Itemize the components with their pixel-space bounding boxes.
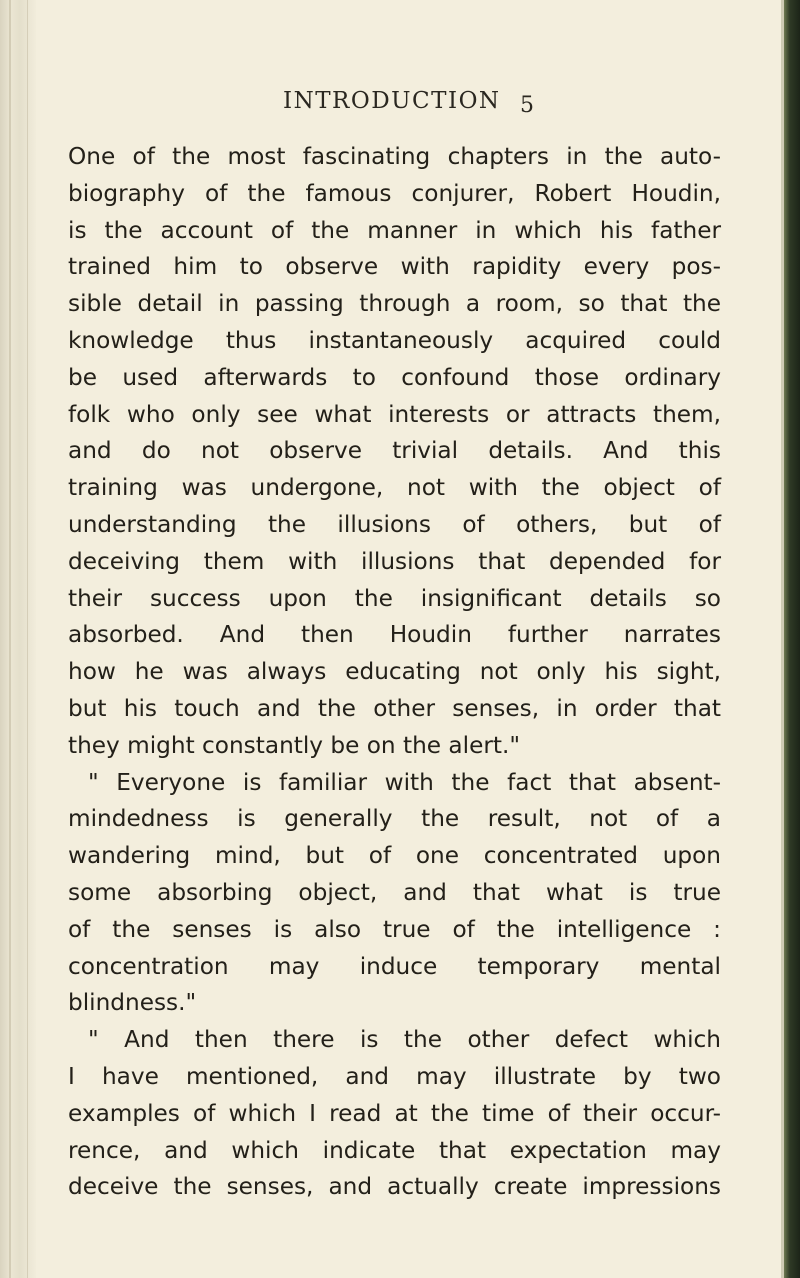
gutter-fold-line bbox=[9, 0, 11, 1278]
text-line: knowledge thus instantaneously acquired could bbox=[68, 326, 721, 354]
text-line: be used afterwards to confound those ordinary bbox=[68, 363, 721, 391]
book-cover-edge bbox=[784, 0, 800, 1278]
running-head: INTRODUCTION bbox=[283, 88, 501, 114]
page-number: 5 bbox=[520, 93, 534, 118]
text-line: of the senses is also true of the intelligence : bbox=[68, 915, 721, 943]
text-line: folk who only see what interests or attracts them, bbox=[68, 400, 721, 428]
text-line: mindedness is generally the result, not of a bbox=[68, 805, 721, 833]
page-header bbox=[68, 88, 718, 122]
text-line: I have mentioned, and may illustrate by two bbox=[68, 1062, 721, 1090]
text-line: concentration may induce temporary mental bbox=[68, 952, 721, 980]
text-line: wandering mind, but of one concentrated upon bbox=[68, 842, 721, 870]
text-line: " Everyone is familiar with the fact that absent- bbox=[88, 768, 721, 796]
text-line: but his touch and the other senses, in order that bbox=[68, 694, 721, 722]
text-line: One of the most fascinating chapters in the auto- bbox=[68, 143, 721, 170]
text-line: rence, and which indicate that expectation may bbox=[68, 1136, 721, 1164]
text-line: some absorbing object, and that what is true bbox=[68, 878, 721, 906]
text-line: biography of the famous conjurer, Robert Houdin, bbox=[68, 179, 721, 207]
gutter-fold-line-inner bbox=[27, 0, 28, 1278]
text-line: trained him to observe with rapidity every pos- bbox=[68, 253, 721, 281]
page-edge-shadow bbox=[781, 0, 784, 1278]
text-line: training was undergone, not with the object of bbox=[68, 474, 721, 502]
text-line: how he was always educating not only his sight, bbox=[68, 658, 721, 686]
text-line: absorbed. And then Houdin further narrates bbox=[68, 621, 721, 649]
text-line: blindness." bbox=[68, 989, 197, 1017]
text-line: examples of which I read at the time of their occur- bbox=[68, 1099, 721, 1127]
text-line: sible detail in passing through a room, so that the bbox=[68, 290, 721, 318]
text-line: is the account of the manner in which his father bbox=[68, 216, 721, 244]
page-gutter bbox=[0, 0, 36, 1278]
text-line: and do not observe trivial details. And this bbox=[68, 437, 721, 465]
text-line: deceive the senses, and actually create impressions bbox=[68, 1173, 721, 1201]
text-line: they might constantly be on the alert." bbox=[68, 731, 520, 759]
body-text bbox=[68, 139, 721, 1206]
text-line: deceiving them with illusions that depended for bbox=[68, 547, 721, 575]
text-line: their success upon the insignificant details so bbox=[68, 584, 721, 612]
text-line: " And then there is the other defect which bbox=[88, 1026, 721, 1054]
text-line: understanding the illusions of others, but of bbox=[68, 510, 721, 538]
